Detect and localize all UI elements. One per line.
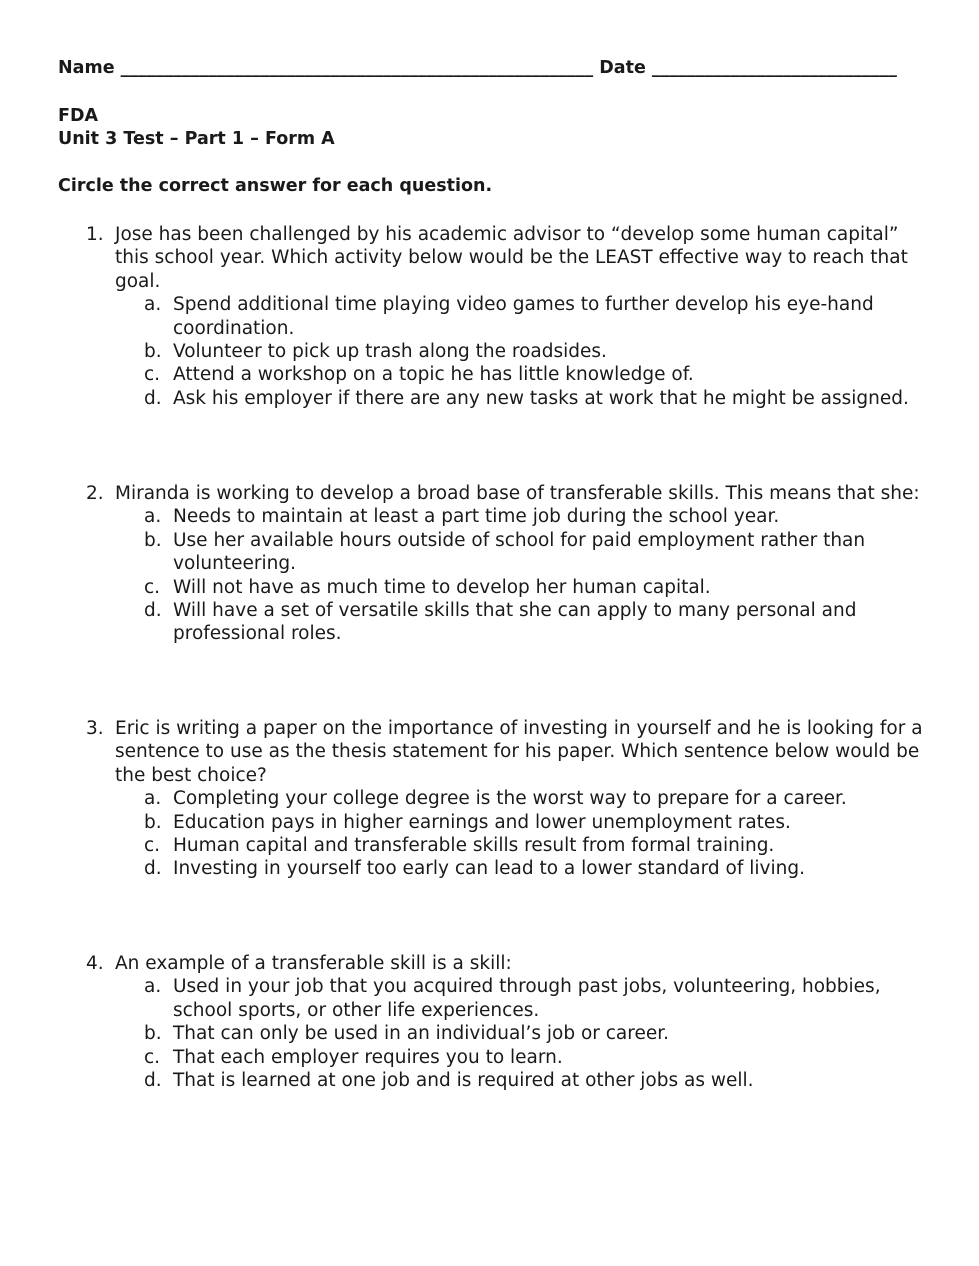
question-3	[86, 717, 931, 881]
question-text: Jose has been challenged by his academic advisor to “develop some human capital” this school year. Which activity below would be the LEAST effective way to reach that goal.	[115, 224, 908, 292]
date-label: Date	[599, 58, 646, 78]
option-letter: c.	[144, 835, 161, 857]
question-text: Eric is writing a paper on the importance of investing in yourself and he is looking for a sentence to use as the thesis statement for his paper. Which sentence below would be the best choice?	[115, 718, 923, 786]
answer-options	[86, 505, 931, 645]
answer-option-d[interactable]	[86, 599, 931, 646]
answer-options	[86, 293, 931, 410]
option-text: Completing your college degree is the worst way to prepare for a career.	[173, 788, 847, 810]
question-text: Miranda is working to develop a broad base of transferable skills. This means that she:	[115, 483, 920, 504]
option-text: That is learned at one job and is required at other jobs as well.	[173, 1070, 754, 1092]
answer-option-b[interactable]	[86, 529, 931, 576]
option-text: Will not have as much time to develop her human capital.	[173, 576, 711, 598]
option-letter: d.	[144, 387, 162, 409]
question-stem	[86, 223, 931, 293]
question-number: 3.	[86, 718, 104, 739]
option-letter: d.	[144, 858, 162, 880]
date-blank[interactable]: ____________________________	[651, 58, 897, 78]
option-letter: b.	[144, 529, 162, 551]
question-stem	[86, 482, 931, 505]
option-letter: a.	[144, 976, 162, 998]
course-label: FDA	[58, 106, 99, 126]
question-1	[86, 223, 931, 410]
question-number: 2.	[86, 483, 104, 504]
answer-option-c[interactable]	[86, 834, 931, 857]
option-text: Spend additional time playing video games to further develop his eye-hand coordination.	[173, 294, 874, 339]
option-text: Used in your job that you acquired through past jobs, volunteering, hobbies, school sports, or other life experiences.	[173, 976, 881, 1021]
question-stem	[86, 952, 931, 975]
question-stem	[86, 717, 931, 787]
answer-option-a[interactable]	[86, 975, 931, 1022]
option-letter: a.	[144, 506, 162, 528]
answer-option-d[interactable]	[86, 857, 931, 880]
answer-option-a[interactable]	[86, 293, 931, 340]
option-letter: b.	[144, 341, 162, 363]
answer-option-c[interactable]	[86, 576, 931, 599]
question-4	[86, 952, 931, 1092]
answer-option-c[interactable]	[86, 363, 931, 386]
option-text: Education pays in higher earnings and lower unemployment rates.	[173, 811, 791, 833]
option-text: Use her available hours outside of school for paid employment rather than volunteering.	[173, 529, 866, 575]
answer-option-a[interactable]	[86, 787, 931, 810]
name-date-line	[58, 58, 918, 78]
option-letter: a.	[144, 294, 162, 316]
option-letter: d.	[144, 1070, 162, 1092]
option-letter: c.	[144, 364, 161, 386]
option-text: Volunteer to pick up trash along the roadsides.	[173, 341, 607, 363]
answer-option-a[interactable]	[86, 505, 931, 528]
option-text: Will have a set of versatile skills that she can apply to many personal and professional roles.	[173, 600, 857, 645]
answer-option-b[interactable]	[86, 1022, 931, 1045]
question-number: 1.	[86, 224, 104, 245]
instructions: Circle the correct answer for each question.	[58, 176, 493, 196]
option-letter: a.	[144, 788, 162, 810]
option-text: Human capital and transferable skills result from formal training.	[173, 835, 775, 857]
option-letter: c.	[144, 1046, 161, 1068]
question-number: 4.	[86, 953, 104, 974]
answer-option-c[interactable]	[86, 1046, 931, 1069]
test-title: Unit 3 Test – Part 1 – Form A	[58, 129, 335, 149]
option-text: Needs to maintain at least a part time job during the school year.	[173, 506, 780, 528]
question-text: An example of a transferable skill is a skill:	[115, 953, 512, 974]
option-text: Investing in yourself too early can lead to a lower standard of living.	[173, 858, 805, 880]
option-text: Ask his employer if there are any new tasks at work that he might be assigned.	[173, 387, 909, 409]
answer-option-d[interactable]	[86, 1069, 931, 1092]
answer-option-d[interactable]	[86, 387, 931, 410]
question-2	[86, 482, 931, 646]
answer-option-b[interactable]	[86, 811, 931, 834]
option-letter: b.	[144, 1023, 162, 1045]
answer-options	[86, 975, 931, 1092]
option-letter: c.	[144, 576, 161, 598]
option-letter: d.	[144, 600, 162, 622]
answer-options	[86, 787, 931, 881]
option-text: That each employer requires you to learn.	[173, 1046, 563, 1068]
name-blank[interactable]: ______________________________________________________	[120, 58, 594, 78]
answer-option-b[interactable]	[86, 340, 931, 363]
option-text: That can only be used in an individual’s job or career.	[173, 1023, 670, 1045]
option-letter: b.	[144, 811, 162, 833]
name-label: Name	[58, 58, 115, 78]
option-text: Attend a workshop on a topic he has little knowledge of.	[173, 364, 694, 386]
